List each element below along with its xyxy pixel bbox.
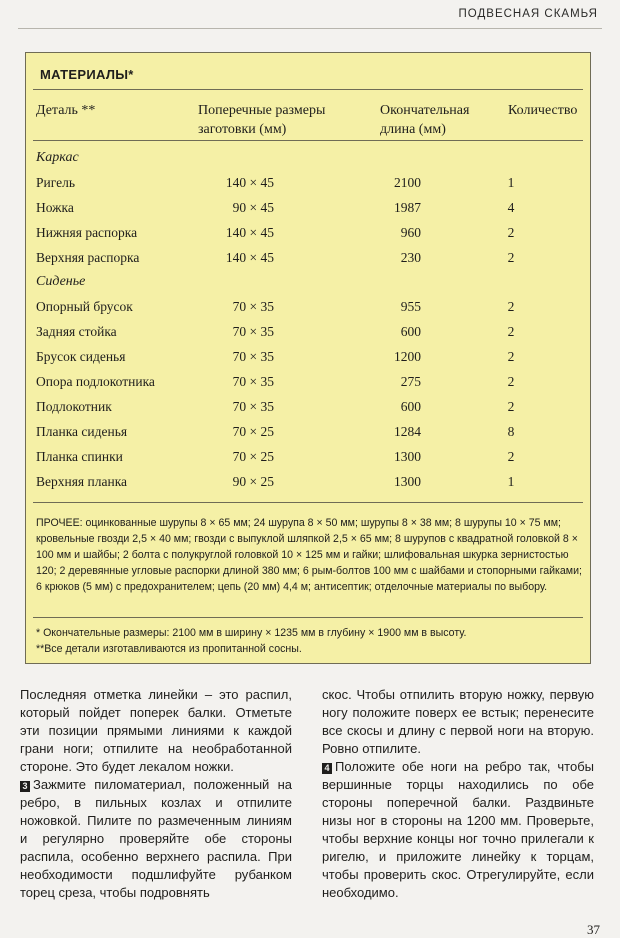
step-number-3: 3 — [20, 781, 30, 792]
part-qty: 2 — [507, 225, 515, 240]
part-name: Подлокотник — [36, 399, 112, 414]
part-qty: 2 — [507, 349, 515, 364]
part-name: Верхняя распорка — [36, 250, 140, 265]
section-label-seat: Сиденье — [36, 274, 86, 289]
part-name: Брусок сиденья — [36, 349, 126, 364]
part-size: 70 × 35 — [232, 349, 274, 364]
part-length: 600 — [400, 324, 421, 339]
part-qty: 1 — [507, 175, 515, 190]
col-head-size — [198, 101, 325, 139]
col-head-size-line1: Поперечные размеры — [198, 103, 326, 118]
part-size: 70 × 35 — [232, 374, 274, 389]
table-row — [26, 474, 590, 498]
part-size: 70 × 35 — [232, 299, 274, 314]
table-row — [26, 399, 590, 423]
part-length: 275 — [400, 374, 421, 389]
part-name: Верхняя планка — [36, 474, 128, 489]
table-row — [26, 299, 590, 323]
part-size: 140 × 45 — [225, 175, 274, 190]
table-row — [26, 225, 590, 249]
section-label-frame: Каркас — [36, 150, 79, 165]
part-qty: 2 — [507, 299, 515, 314]
footnote-wood: **Все детали изготавливаются из пропитанной сосны. — [36, 643, 302, 655]
table-bottom-rule — [33, 502, 583, 503]
part-name: Планка сиденья — [36, 424, 128, 439]
col-head-size-line2: заготовки (мм) — [198, 122, 287, 137]
part-qty: 8 — [507, 424, 515, 439]
part-size: 90 × 45 — [232, 200, 274, 215]
part-size: 70 × 35 — [232, 399, 274, 414]
part-length: 230 — [400, 250, 421, 265]
table-row — [26, 424, 590, 448]
part-name: Нижняя распорка — [36, 225, 138, 240]
part-qty: 1 — [507, 474, 515, 489]
paragraph: скос. Чтобы отпилить вторую ножку, первую ногу положите поверх ее встык; перенесите все скосы и длину с первой ноги на вторую. Ровно отпилите. — [322, 687, 594, 756]
part-length: 960 — [400, 225, 421, 240]
table-row — [26, 349, 590, 373]
part-length: 1300 — [394, 449, 421, 464]
part-name: Планка спинки — [36, 449, 123, 464]
table-row — [26, 175, 590, 199]
paragraph: Зажмите пиломатериал, положенный на ребро, в пильных козлах и отпилите ножовкой. Пилите по размеченным линиям и регулярно проверяйте обе стороны распила, особенно верхнего распила. При необходимости подшлифуйте рубанком торец среза, чтобы подровнять — [20, 777, 292, 900]
part-length: 2100 — [394, 175, 421, 190]
part-size: 140 × 45 — [225, 225, 274, 240]
running-header: ПОДВЕСНАЯ СКАМЬЯ — [458, 8, 598, 20]
other-materials: ПРОЧЕЕ: оцинкованные шурупы 8 × 65 мм; 24 шурупа 8 × 50 мм; шурупы 8 × 38 мм; 8 шурупы 10 × 75 мм; кровельные гвозди 2,5 × 40 мм; гвозди с выпуклой шляпкой 2,5 × 65 мм; 8 шурупов с квадратной головкой 8 × 100 мм и шайбы; 2 болта с полукруглой головкой 10 × 125 мм и гайки; шлифовальная шкурка зернистостью 120; 2 деревянные угловые распорки длиной 380 мм; 6 рым-болтов 100 мм с шайбами и стопорными гайками; 6 крюков (5 мм) с предохранителем; цепь (20 мм) 4,4 м; антисептик; отделочные материалы по выбору. — [36, 517, 582, 593]
title-rule — [33, 89, 583, 90]
col-head-length — [380, 101, 469, 139]
footnote-rule — [33, 617, 583, 618]
footnote-dimensions: * Окончательные размеры: 2100 мм в ширину × 1235 мм в глубину × 1900 мм в высоту. — [36, 627, 467, 639]
header-rule — [18, 28, 602, 29]
col-head-length-line2: длина (мм) — [380, 122, 446, 137]
part-size: 140 × 45 — [225, 250, 274, 265]
materials-title: МАТЕРИАЛЫ* — [40, 67, 134, 82]
part-length: 1300 — [394, 474, 421, 489]
part-qty: 2 — [507, 449, 515, 464]
part-name: Ножка — [36, 200, 74, 215]
part-size: 70 × 25 — [232, 424, 274, 439]
part-length: 1200 — [394, 349, 421, 364]
part-length: 600 — [400, 399, 421, 414]
step-number-4: 4 — [322, 763, 332, 774]
table-row — [26, 250, 590, 274]
text-column-right — [322, 686, 594, 902]
part-length: 1284 — [394, 424, 421, 439]
part-length: 955 — [400, 299, 421, 314]
part-length: 1987 — [394, 200, 421, 215]
part-name: Задняя стойка — [36, 324, 117, 339]
table-row — [26, 374, 590, 398]
part-qty: 2 — [507, 374, 515, 389]
col-head-qty: Количество — [508, 103, 578, 118]
head-rule — [33, 140, 583, 141]
materials-box — [25, 52, 591, 664]
table-row — [26, 449, 590, 473]
paragraph: Положите обе ноги на ребро так, чтобы вершинные торцы находились по обе стороны поперечной балки. Раздвиньте низы ног в стороны на 1200 мм. Проверьте, чтобы верхние концы ног точно прилегали к ригелю, и приложите линейку к торцам, чтобы проверить скос. Отрегулируйте, если необходимо. — [322, 759, 594, 900]
part-qty: 2 — [507, 324, 515, 339]
part-size: 70 × 25 — [232, 449, 274, 464]
part-size: 90 × 25 — [232, 474, 274, 489]
page-number: 37 — [587, 922, 600, 937]
part-qty: 2 — [507, 250, 515, 265]
col-head-part: Деталь ** — [36, 103, 96, 118]
col-head-length-line1: Окончательная — [380, 103, 470, 118]
part-qty: 4 — [507, 200, 515, 215]
part-name: Опора подлокотника — [36, 374, 155, 389]
part-qty: 2 — [507, 399, 515, 414]
paragraph: Последняя отметка линейки – это распил, который пойдет поперек балки. Отметьте эти позиции прямыми линиями к каждой грани ноги; отпилите на необработанной стороне. Это будет лекалом ножки. — [20, 687, 292, 774]
part-name: Ригель — [36, 175, 75, 190]
part-size: 70 × 35 — [232, 324, 274, 339]
table-row — [26, 324, 590, 348]
part-name: Опорный брусок — [36, 299, 133, 314]
table-row — [26, 200, 590, 224]
text-column-left — [20, 686, 292, 902]
